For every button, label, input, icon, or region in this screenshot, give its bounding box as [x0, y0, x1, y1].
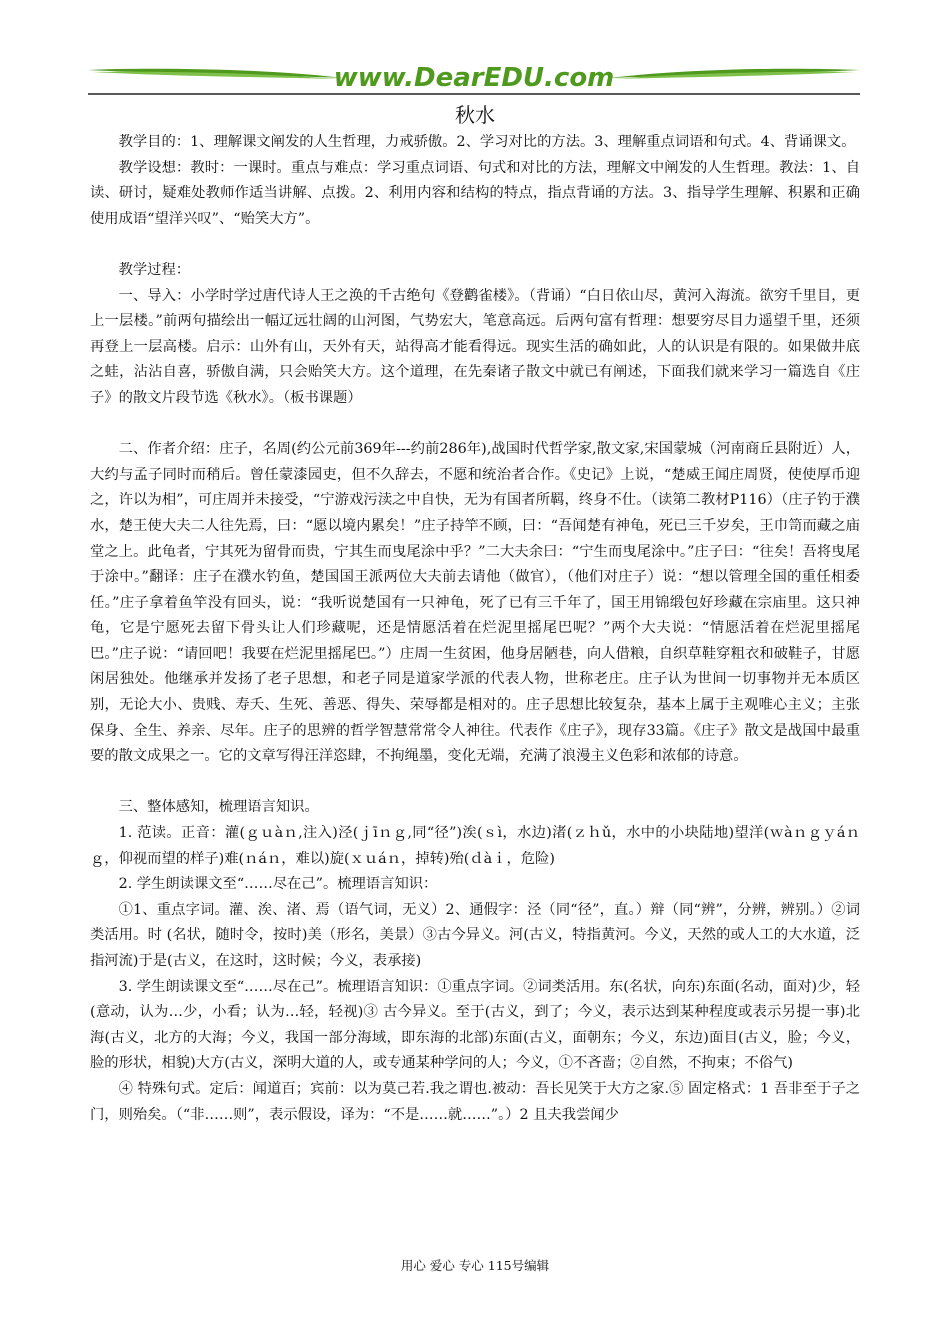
logo-text: www.DearEDU.com: [333, 63, 615, 93]
paragraph-introduction: 一、导入：小学时学过唐代诗人王之涣的千古绝句《登鹳雀楼》。（背诵）“白日依山尽，黄河入海流。欲穷千里目，更上一层楼。”前两句描绘出一幅辽远壮阔的山河图，气势宏大，笔意高远。后两句富有哲理：想要穷尽目力遥望千里，还须再登上一层高楼。启示：山外有山，天外有天，站得高才能看得远。现实生活的确如此，人的认识是有限的。如果做井底之蛙，沾沾自喜，骄傲自满，只会贻笑大方。这个道理，在先秦诸子散文中就已有阐述，下面我们就来学习一篇选自《庄子》的散文片段节选《秋水》。（板书课题）: [90, 287, 860, 406]
paragraph-overview-heading: 三、整体感知，梳理语言知识。: [118, 799, 319, 816]
paragraph-vocabulary: ①1、重点字词。灌、涘、渚、焉（语气词，无义）2、通假字：泾（同“径”，直。）辩（同“辨”，分辨，辨别。）②词类活用。时 (名状，随时令，按时)美（形名，美景）③古今异义。河(古义，特指黄河。今义，天然的或人工的大水道，泛指河流)于是(古义，在这时，这时候；今义，表承接): [90, 901, 860, 969]
paragraph-reading-2: 2. 学生朗读课文至“……尽在己”。梳理语言知识：: [118, 876, 438, 893]
blank-line: [90, 770, 860, 796]
document-body: [90, 130, 860, 1128]
blank-line: [90, 412, 860, 438]
site-header-banner: [88, 60, 860, 96]
paragraph-process-heading: 教学过程：: [118, 261, 191, 278]
page-footer: 用心 爱心 专心 115号编辑: [400, 1258, 550, 1273]
paragraph-pronunciation: 1. 范读。正音：灌(ｇｕàｎ,注入)泾(ｊīｎｇ,同“径”)涘(ｓì，水边)渚(ｚｈǔ，水中的小块陆地)望洋(ｗàｎｇｙáｎｇ，仰视而望的样子)难(ｎáｎ，难以)旋(ｘｕáｎ，掉转)殆(ｄàｉ，危险): [90, 825, 860, 867]
paragraph-teaching-plan: 教学设想：教时：一课时。重点与难点：学习重点词语、句式和对比的方法，理解文中阐发的人生哲理。教法：1、自读、研讨，疑难处教师作适当讲解、点拨。2、利用内容和结构的特点，指点背诵的方法。3、指导学生理解、积累和正确使用成语“望洋兴叹”、“贻笑大方”。: [90, 159, 860, 227]
blank-line: [90, 232, 860, 258]
paragraph-reading-3: 3. 学生朗读课文至“……尽在己”。梳理语言知识：①重点字词。②词类活用。东(名状，向东)东面(名动，面对)少，轻(意动，认为…少，小看；认为…轻，轻视)③ 古今异义。至于(古义，到了；今义，表示达到某种程度或表示另提一事)北海(古义，北方的大海；今义，我国一部分海域，即东海的北部)东面(古义，面朝东；今义，东边)面目(古义，脸；今义，脸的形状，相貌)大方(古义，深明大道的人，或专通某种学问的人；今义，①不吝啬；②自然，不拘束；不俗气): [90, 978, 861, 1072]
paragraph-author: 二、作者介绍：庄子，名周(约公元前369年---约前286年),战国时代哲学家,散文家,宋国蒙城（河南商丘县附近）人，大约与孟子同时而稍后。曾任蒙漆园吏，但不久辞去，不愿和统治者合作。《史记》上说，“楚威王闻庄周贤，使使厚币迎之，许以为相”，可庄周并未接受，“宁游戏污渎之中自快，无为有国者所羁，终身不仕。（读第二教材P116）（庄子钓于濮水，楚王使大夫二人往先焉，曰：“愿以境内累矣！”庄子持竿不顾，曰：“吾闻楚有神龟，死已三千岁矣，王巾笥而藏之庙堂之上。此龟者，宁其死为留骨而贵，宁其生而曳尾涂中乎？”二大夫余曰：“宁生而曳尾涂中。”庄子曰：“往矣！吾将曳尾于涂中。”翻译：庄子在濮水钓鱼，楚国国王派两位大夫前去请他（做官），（他们对庄子）说：“想以管理全国的重任相委任。”庄子拿着鱼竿没有回头，说：“我听说楚国有一只神龟，死了已有三千年了，国王用锦缎包好珍藏在宗庙里。这只神龟，它是宁愿死去留下骨头让人们珍藏呢，还是情愿活着在烂泥里摇尾巴呢？”两个大夫说：“情愿活着在烂泥里摇尾巴。”庄子说：“请回吧！我要在烂泥里摇尾巴。”）庄周一生贫困，他身居陋巷，向人借粮，自织草鞋穿粗衣和破鞋子，甘愿闲居独处。他继承并发扬了老子思想，和老子同是道家学派的代表人物，世称老庄。庄子认为世间一切事物并无本质区别，无论大小、贵贱、寿夭、生死、善恶、得失、荣辱都是相对的。庄子思想比较复杂，基本上属于主观唯心主义；主张保身、全生、养亲、尽年。庄子的思辨的哲学智慧常常令人神往。代表作《庄子》，现存33篇。《庄子》散文是战国中最重要的散文成果之一。它的文章写得汪洋恣肆，不拘绳墨，变化无端，充满了浪漫主义色彩和浓郁的诗意。: [90, 441, 860, 765]
dearedu-logo: [88, 60, 860, 96]
paragraph-teaching-goals: 教学目的：1、理解课文阐发的人生哲理，力戒骄傲。2、学习对比的方法。3、理解重点词语和句式。4、背诵课文。: [118, 134, 856, 150]
paragraph-sentence-patterns: ④ 特殊句式。定后：闻道百；宾前：以为莫己若.我之谓也.被动：吾长见笑于大方之家.⑤ 固定格式：1 吾非至于子之门，则殆矣。（“非……则”，表示假设，译为：“不是……就……”。）2 且夫我尝闻少: [90, 1080, 860, 1123]
page-title: 秋水: [455, 103, 495, 127]
